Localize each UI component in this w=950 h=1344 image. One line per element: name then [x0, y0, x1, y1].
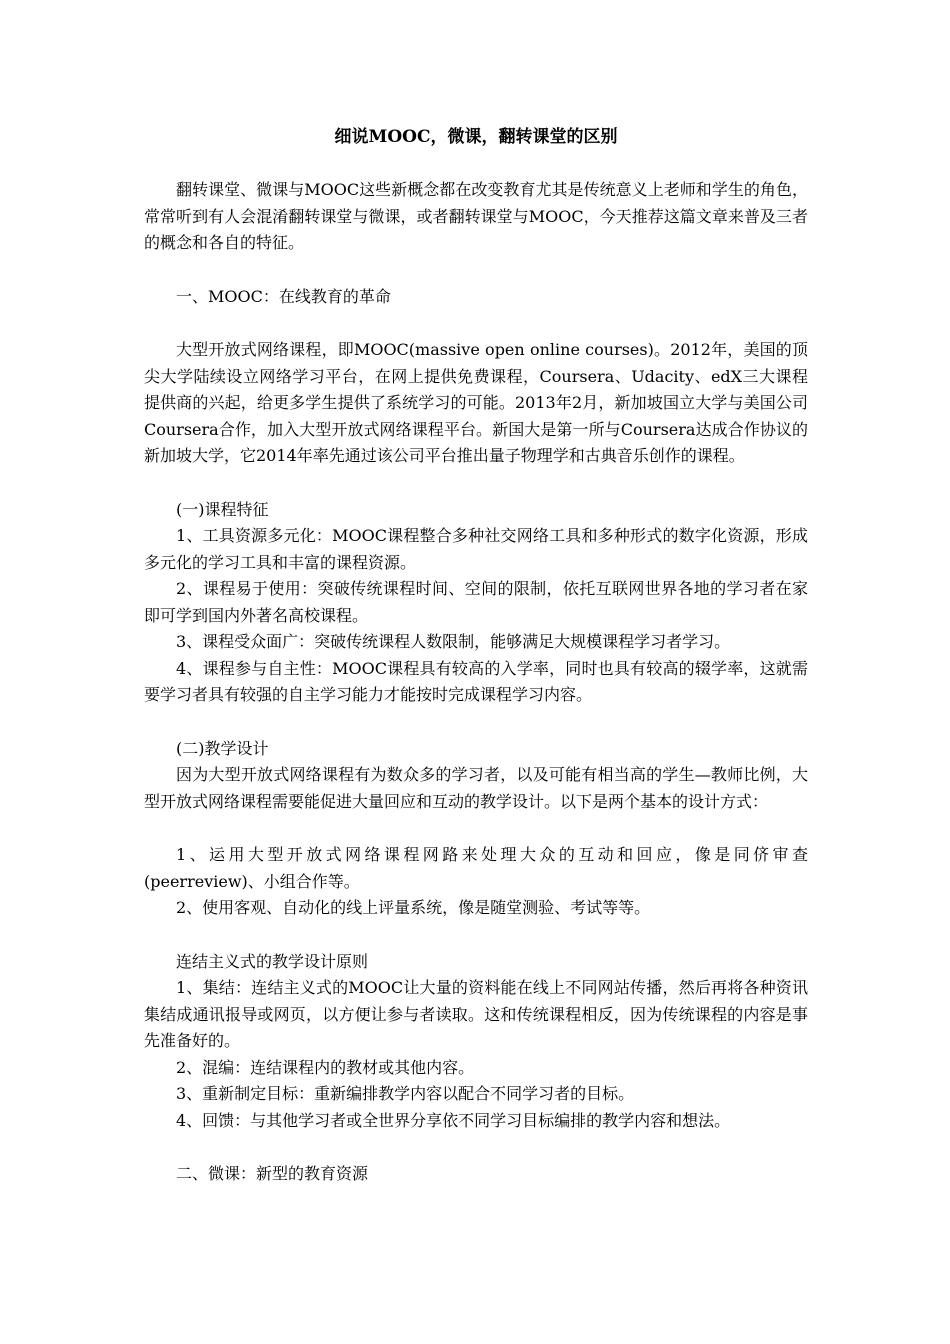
sub2-heading: (二)教学设计 [176, 738, 269, 758]
list-item: 4、课程参与自主性：MOOC课程具有较高的入学率，同时也具有较高的辍学率，这就需要学习者具有较强的自主学习能力才能按时完成课程学习内容。 [144, 658, 808, 704]
list-item: 3、课程受众面广：突破传统课程人数限制，能够满足大规模课程学习者学习。 [176, 632, 731, 651]
section1-paragraph: 大型开放式网络课程，即MOOC(massive open online courses)。2012年，美国的顶尖大学陆续设立网络学习平台，在网上提供免费课程，Coursera、Udacity、edX三大课程提供商的兴起，给更多学生提供了系统学习的可能。2013年2月，新加坡国立大学与美国公司Coursera合作，加入大型开放式网络课程平台。新国大是第一所与Coursera达成合作协议的新加坡大学，它2014年率先通过该公司平台推出量子物理学和古典音乐创作的课程。 [144, 340, 808, 465]
list-item: 2、课程易于使用：突破传统课程时间、空间的限制，依托互联网世界各地的学习者在家即可学到国内外著名高校课程。 [144, 579, 808, 625]
list-item: 3、重新制定目标：重新编排教学内容以配合不同学习者的目标。 [176, 1084, 635, 1103]
list-item: 4、回馈：与其他学习者或全世界分享依不同学习目标编排的教学内容和想法。 [176, 1110, 731, 1130]
document-title: 细说MOOC，微课，翻转课堂的区别 [334, 127, 618, 147]
sub1-heading: (一)课程特征 [176, 499, 269, 519]
document-body [144, 124, 808, 1188]
list-item: 2、使用客观、自动化的线上评量系统，像是随堂测验、考试等等。 [176, 898, 651, 917]
section2-heading: 二、微课：新型的教育资源 [176, 1164, 369, 1183]
list-item: 1、运用大型开放式网络课程网路来处理大众的互动和回应，像是同侪审查(peerreview)、小组合作等。 [144, 845, 808, 891]
list-item: 2、混编：连结课程内的教材或其他内容。 [176, 1057, 475, 1077]
section1-heading: 一、MOOC：在线教育的革命 [176, 286, 391, 306]
sub2-paragraph: 因为大型开放式网络课程有为数众多的学习者，以及可能有相当高的学生—教师比例，大型开放式网络课程需要能促进大量回应和互动的教学设计。以下是两个基本的设计方式： [144, 765, 808, 811]
list-item: 1、集结：连结主义式的MOOC让大量的资料能在线上不同网站传播，然后再将各种资讯集结成通讯报导或网页，以方便让参与者读取。这和传统课程相反，因为传统课程的内容是事先准备好的。 [144, 978, 808, 1050]
sub3-heading: 连结主义式的教学设计原则 [176, 951, 369, 971]
list-item: 1、工具资源多元化：MOOC课程整合多种社交网络工具和多种形式的数字化资源，形成多元化的学习工具和丰富的课程资源。 [144, 526, 808, 572]
intro-paragraph: 翻转课堂、微课与MOOC这些新概念都在改变教育尤其是传统意义上老师和学生的角色，常常听到有人会混淆翻转课堂与微课，或者翻转课堂与MOOC，今天推荐这篇文章来普及三者的概念和各自的特征。 [144, 180, 808, 252]
